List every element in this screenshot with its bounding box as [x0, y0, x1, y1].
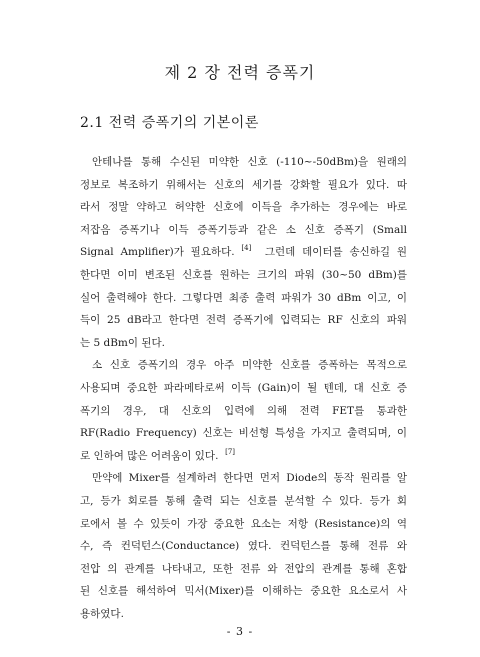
citation-ref: [7] — [225, 447, 236, 456]
paragraph-line: 수, 즉 컨덕턴스(Conductance) 였다. 컨덕턴스를 통해 전류 와 — [80, 540, 407, 553]
paragraph-line: 된 신호를 해석하여 믹서(Mixer)를 이해하는 중요한 요소로서 사 — [80, 585, 407, 598]
paragraph-line-with-citation — [80, 241, 407, 264]
paragraph-line: 라서 정말 약하고 허약한 신호에 이득을 추가하는 경우에는 바로 — [80, 201, 407, 214]
paragraph-line: 사용되며 중요한 파라메타로써 이득 (Gain)이 될 텐데, 대 신호 증 — [80, 381, 407, 394]
paragraph-line: 폭기의 경우, 대 신호의 입력에 의해 전력 FET를 통과한 — [80, 404, 407, 417]
paragraph-line: 안테나를 통해 수신된 미약한 신호 (-110~-50dBm)을 원래의 — [92, 156, 407, 168]
chapter-title: 제 2 장 전력 증폭기 — [164, 63, 316, 82]
paragraph-line: 소 신호 증폭기의 경우 아주 미약한 신호를 증폭하는 목적으로 — [92, 359, 407, 372]
paragraph-line: 만약에 Mixer를 설계하려 한다면 먼저 Diode의 동작 원리를 알 — [92, 472, 407, 485]
paragraph-line: 실어 출력해야 한다. 그렇다면 최종 출력 파워가 30 dBm 이고, 이 — [80, 291, 407, 304]
paragraph-text: 그런데 데이터를 송신하길 원 — [264, 246, 407, 259]
page-number: - 3 - — [226, 625, 254, 638]
paragraph-line-with-citation — [80, 445, 407, 468]
paragraph-line: 고, 등가 회로를 통해 출력 되는 신호를 분석할 수 있다. 등가 회 — [80, 494, 407, 507]
paragraph-line: 는 5 dBm이 된다. — [80, 336, 165, 349]
section-heading: 2.1 전력 증폭기의 기본이론 — [80, 115, 259, 131]
paragraph-line: 저잡음 증폭기나 이득 증폭기등과 같은 소 신호 증폭기 (Small — [80, 223, 407, 236]
paragraph-line: 로에서 볼 수 있듯이 가장 중요한 요소는 저항 (Resistance)의 역 — [80, 517, 407, 530]
paragraph-line: 정보로 복조하기 위해서는 신호의 세기를 강화할 필요가 있다. 따 — [80, 178, 407, 191]
body-text — [80, 151, 407, 625]
paragraph-text: Signal Amplifier)가 필요하다. — [80, 246, 235, 259]
citation-ref: [4] — [241, 244, 252, 253]
paragraph-line: 한다면 이미 변조된 신호를 원하는 크기의 파워 (30~50 dBm)를 — [80, 268, 407, 281]
paragraph-line: RF(Radio Frequency) 신호는 비선형 특성을 가지고 출력되며, 이 — [80, 427, 407, 440]
paragraph-line: 전압 의 관계를 나타내고, 또한 전류 와 전압의 관계를 통해 혼합 — [80, 562, 407, 575]
paragraph-line: 득이 25 dB라고 한다면 전력 증폭기에 입력되는 RF 신호의 파워 — [80, 314, 407, 327]
paragraph-line: 용하였다. — [80, 607, 124, 620]
paragraph-text: 로 인하여 많은 어려움이 있다. — [80, 449, 219, 462]
